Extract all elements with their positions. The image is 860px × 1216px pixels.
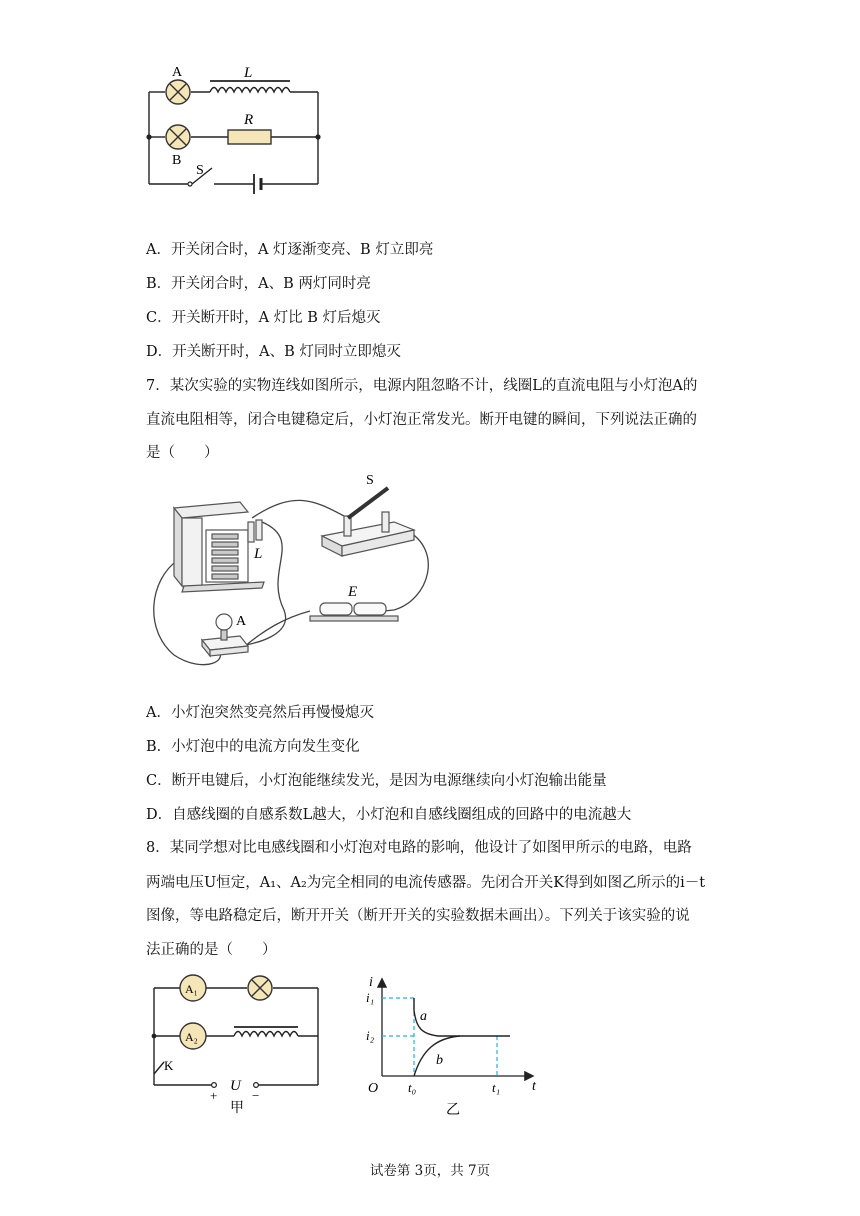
page-footer: 试卷第 3页，共 7页: [369, 1163, 491, 1179]
label-coil-l: L: [254, 546, 263, 562]
switch-apparatus-icon: [322, 488, 414, 556]
caption-yi: 乙: [446, 1103, 460, 1118]
q6-option-d: D．开关断开时，A、B 灯同时立即熄灭: [146, 344, 401, 360]
q7-option-c: C．断开电键后，小灯泡能继续发光，是因为电源继续向小灯泡输出能量: [146, 773, 607, 789]
tick-label-i1: i₁: [366, 990, 375, 1005]
label-meter-a1: A₁: [185, 982, 198, 996]
lamp-b-icon: [166, 125, 190, 149]
tick-label-t1: t₁: [492, 1080, 501, 1095]
label-resistor: R: [244, 112, 254, 128]
q8-current-time-graph: [360, 970, 550, 1120]
curve-label-a: a: [420, 1009, 427, 1024]
label-minus: −: [252, 1088, 260, 1103]
q7-option-a: A．小灯泡突然变亮然后再慢慢熄灭: [146, 705, 374, 721]
q7-stem-line-3: 是（ ）: [146, 445, 219, 461]
q7-option-b: B．小灯泡中的电流方向发生变化: [146, 739, 360, 755]
battery-apparatus-icon: [310, 603, 398, 621]
coil-apparatus-icon: [174, 502, 264, 592]
q7-apparatus-figure: [144, 470, 444, 680]
caption-jia: 甲: [230, 1101, 244, 1116]
resistor-icon: [228, 130, 271, 144]
label-switch-k: K: [164, 1058, 174, 1073]
axis-label-t: t: [532, 1079, 536, 1094]
q6-option-c: C．开关断开时，A 灯比 B 灯后熄灭: [146, 310, 381, 326]
q6-circuit-diagram: [140, 60, 330, 200]
q7-option-d: D．自感线圈的自感系数L越大，小灯泡和自感线圈组成的回路中的电流越大: [146, 807, 632, 823]
label-voltage-u: U: [230, 1078, 241, 1094]
axis-label-i: i: [369, 975, 373, 990]
q8-circuit-diagram: [146, 970, 336, 1120]
q8-stem-line-1: 8．某同学想对比电感线圈和小灯泡对电路的影响，他设计了如图甲所示的电路，电路: [146, 840, 692, 856]
q6-option-a: A．开关闭合时，A 灯逐渐变亮、B 灯立即亮: [146, 242, 434, 258]
curve-a: [414, 998, 510, 1036]
q6-option-b: B．开关闭合时，A、B 两灯同时亮: [146, 276, 371, 292]
tick-label-i2: i₂: [366, 1028, 375, 1043]
origin-label: O: [368, 1081, 379, 1096]
label-switch: S: [196, 163, 204, 178]
lamp-icon: [248, 976, 272, 1000]
label-source-e: E: [348, 584, 358, 600]
label-inductor: L: [244, 65, 253, 81]
q8-stem-line-4: 法正确的是（ ）: [146, 942, 277, 958]
curve-label-b: b: [436, 1053, 443, 1068]
lamp-a-icon: [166, 80, 190, 104]
q7-stem-line-2: 直流电阻相等，闭合电键稳定后，小灯泡正常发光。断开电键的瞬间，下列说法正确的: [146, 412, 697, 428]
label-switch-s: S: [366, 473, 374, 488]
q7-stem-line-1: 7．某次实验的实物连线如图所示，电源内阻忽略不计，线圈L的直流电阻与小灯泡A的: [146, 378, 698, 394]
label-meter-a2: A₂: [185, 1030, 198, 1044]
label-lamp-a: A: [236, 614, 247, 629]
tick-label-t0: t₀: [408, 1080, 417, 1095]
label-lamp-b: B: [172, 153, 182, 168]
q8-stem-line-2: 两端电压U恒定，A₁、A₂为完全相同的电流传感器。先闭合开关K得到如图乙所示的i－t: [146, 875, 706, 891]
label-lamp-a: A: [172, 65, 183, 80]
label-plus: +: [210, 1088, 218, 1103]
q8-stem-line-3: 图像，等电路稳定后，断开开关（断开开关的实验数据未画出）。下列关于该实验的说: [146, 908, 690, 924]
